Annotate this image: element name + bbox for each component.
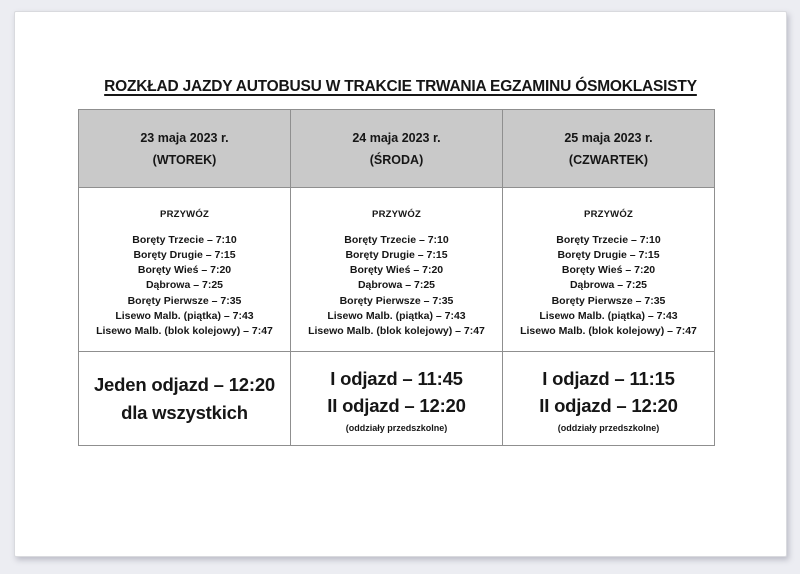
departure-line: Jeden odjazd – 12:20 xyxy=(93,374,276,395)
arrival-stop: Lisewo Malb. (blok kolejowy) – 7:47 xyxy=(520,325,697,337)
arrivals-section-label: PRZYWÓZ xyxy=(160,208,209,220)
header-cell-thursday xyxy=(503,110,715,188)
arrivals-row xyxy=(79,188,715,352)
arrivals-cell-thursday xyxy=(503,188,715,352)
departures-row xyxy=(79,352,715,446)
arrival-stop: Dąbrowa – 7:25 xyxy=(569,279,648,292)
arrivals-section-label: PRZYWÓZ xyxy=(584,208,633,220)
arrival-stop: Dąbrowa – 7:25 xyxy=(357,279,436,292)
departure-cell-thursday xyxy=(503,352,715,446)
arrival-stop: Boręty Pierwsze – 7:35 xyxy=(339,294,454,307)
arrival-stop: Lisewo Malb. (piątka) – 7:43 xyxy=(539,309,678,322)
departure-line: dla wszystkich xyxy=(121,401,248,423)
date-label: 23 maja 2023 r. xyxy=(140,130,229,145)
arrival-stop: Boręty Wieś – 7:20 xyxy=(561,264,656,277)
day-label: (CZWARTEK) xyxy=(568,152,649,167)
header-cell-tuesday xyxy=(79,110,291,188)
date-label: 25 maja 2023 r. xyxy=(564,130,653,145)
arrivals-cell-tuesday xyxy=(79,188,291,352)
arrival-stop: Lisewo Malb. (blok kolejowy) – 7:47 xyxy=(308,325,485,337)
arrivals-cell-wednesday xyxy=(291,188,503,352)
departure-note: (oddziały przedszkolne) xyxy=(345,422,448,433)
arrival-stop: Lisewo Malb. (blok kolejowy) – 7:47 xyxy=(96,325,273,337)
arrival-stop: Boręty Wieś – 7:20 xyxy=(349,264,444,277)
document-page xyxy=(14,11,787,557)
departure-note: (oddziały przedszkolne) xyxy=(557,422,660,433)
day-label: (WTOREK) xyxy=(152,152,217,167)
arrival-stop: Dąbrowa – 7:25 xyxy=(145,279,224,292)
arrival-stop: Lisewo Malb. (piątka) – 7:43 xyxy=(327,309,466,322)
arrival-stop: Boręty Pierwsze – 7:35 xyxy=(127,294,242,307)
departure-line: I odjazd – 11:15 xyxy=(542,367,675,389)
document-title: ROZKŁAD JAZDY AUTOBUSU W TRAKCIE TRWANIA EGZAMINU ÓSMOKLASISTY xyxy=(104,78,697,95)
header-row xyxy=(79,110,715,188)
arrival-stop: Boręty Drugie – 7:15 xyxy=(133,248,236,261)
arrival-stop: Lisewo Malb. (piątka) – 7:43 xyxy=(115,309,254,322)
arrival-stop: Boręty Pierwsze – 7:35 xyxy=(551,294,666,307)
departure-line: II odjazd – 12:20 xyxy=(539,395,678,416)
date-label: 24 maja 2023 r. xyxy=(352,130,441,145)
arrivals-section-label: PRZYWÓZ xyxy=(372,208,421,220)
arrival-stop: Boręty Drugie – 7:15 xyxy=(557,248,660,261)
arrival-stop: Boręty Trzecie – 7:10 xyxy=(556,233,661,246)
arrival-stop: Boręty Drugie – 7:15 xyxy=(345,248,448,261)
arrival-stop: Boręty Trzecie – 7:10 xyxy=(344,233,449,246)
day-label: (ŚRODA) xyxy=(369,152,424,167)
arrival-stop: Boręty Wieś – 7:20 xyxy=(137,264,232,277)
header-cell-wednesday xyxy=(291,110,503,188)
departure-cell-tuesday xyxy=(79,352,291,446)
bus-schedule-table xyxy=(78,109,715,446)
arrival-stop: Boręty Trzecie – 7:10 xyxy=(132,233,237,246)
departure-cell-wednesday xyxy=(291,352,503,446)
departure-line: II odjazd – 12:20 xyxy=(327,395,466,416)
departure-line: I odjazd – 11:45 xyxy=(330,367,463,389)
